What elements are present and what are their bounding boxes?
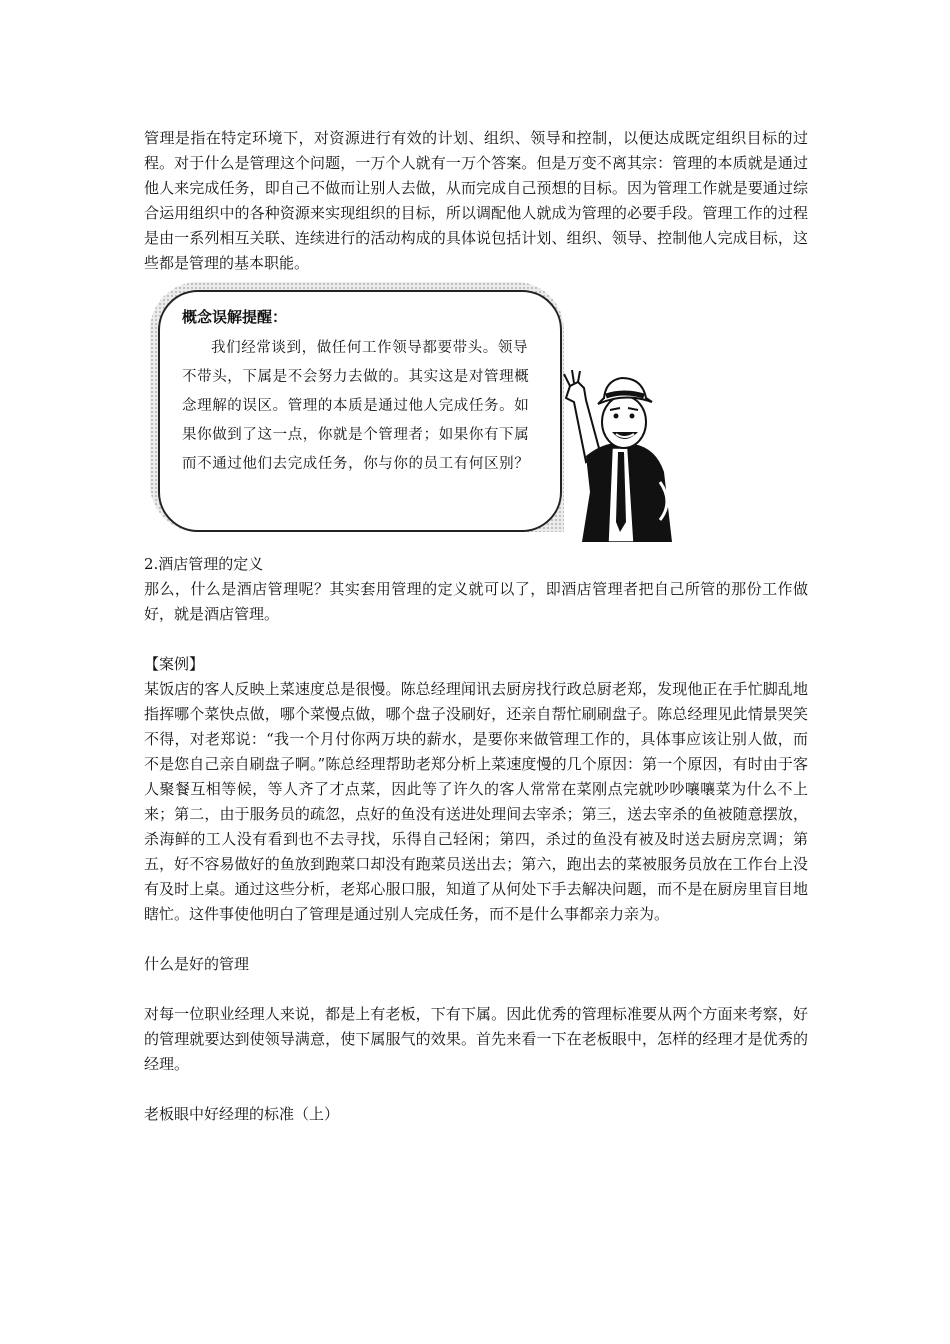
document-page <box>144 126 808 1127</box>
section2-paragraph: 那么，什么是酒店管理呢？其实套用管理的定义就可以了，即酒店管理者把自己所管的那份工作做好，就是酒店管理。 <box>144 580 808 623</box>
spacer <box>144 1077 808 1102</box>
misconception-callout <box>144 282 808 552</box>
good-management-heading: 什么是好的管理 <box>144 955 250 973</box>
intro-paragraph: 管理是指在特定环境下，对资源进行有效的计划、组织、领导和控制，以便达成既定组织目标的过程。对于什么是管理这个问题，一万个人就有一万个答案。但是万变不离其宗：管理的本质就是通过他人来完成任务，即自己不做而让别人去做，从而完成自己预想的目标。因为管理工作就是要通过综合运用组织中的各种资源来实现组织的目标，所以调配他人就成为管理的必要手段。管理工作的过程是由一系列相互关联、连续进行的活动构成的具体说包括计划、组织、领导、控制他人完成目标，这些都是管理的基本职能。 <box>144 129 808 272</box>
case-label: 【案例】 <box>144 655 205 673</box>
good-management-paragraph: 对每一位职业经理人来说，都是上有老板，下有下属。因此优秀的管理标准要从两个方面来考察，好的管理就要达到使领导满意，使下属服气的效果。首先来看一下在老板眼中，怎样的经理才是优秀的经理。 <box>144 1005 808 1073</box>
spacer <box>144 927 808 952</box>
callout-box <box>158 290 562 532</box>
callout-body: 我们经常谈到，做任何工作领导都要带头。领导不带头，下属是不会努力去做的。其实这是对管理概念理解的误区。管理的本质是通过他人完成任务。如果你做到了这一点，你就是个管理者；如果你有下属而不通过他们去完成任务，你与你的员工有何区别？ <box>182 340 530 472</box>
callout-title: 概念误解提醒： <box>182 308 288 326</box>
spacer <box>144 977 808 1002</box>
spacer <box>144 627 808 652</box>
boss-standard-heading: 老板眼中好经理的标准（上） <box>144 1105 340 1123</box>
case-paragraph: 某饭店的客人反映上菜速度总是很慢。陈总经理闻讯去厨房找行政总厨老郑，发现他正在手忙脚乱地指挥哪个菜快点做，哪个菜慢点做，哪个盘子没刷好，还亲自帮忙刷刷盘子。陈总经理见此情景哭笑不得，对老郑说：“我一个月付你两万块的薪水，是要你来做管理工作的，具体事应该让别人做，而不是您自己亲自刷盘子啊。”陈总经理帮助老郑分析上菜速度慢的几个原因：第一个原因，有时由于客人聚餐互相等候，等人齐了才点菜，因此等了许久的客人常常在菜刚点完就吵吵嚷嚷菜为什么不上来；第二，由于服务员的疏忽，点好的鱼没有送进处理间去宰杀；第三，送去宰杀的鱼被随意摆放，杀海鲜的工人没有看到也不去寻找，乐得自己轻闲；第四，杀过的鱼没有被及时送去厨房烹调；第五，好不容易做好的鱼放到跑菜口却没有跑菜员送出去；第六，跑出去的菜被服务员放在工作台上没有及时上桌。通过这些分析，老郑心服口服，知道了从何处下手去解决问题，而不是在厨房里盲目地瞎忙。这件事使他明白了管理是通过别人完成任务，而不是什么事都亲力亲为。 <box>144 680 808 923</box>
pointing-manager-cartoon-icon <box>556 352 680 542</box>
section2-heading: 2.酒店管理的定义 <box>144 555 264 573</box>
